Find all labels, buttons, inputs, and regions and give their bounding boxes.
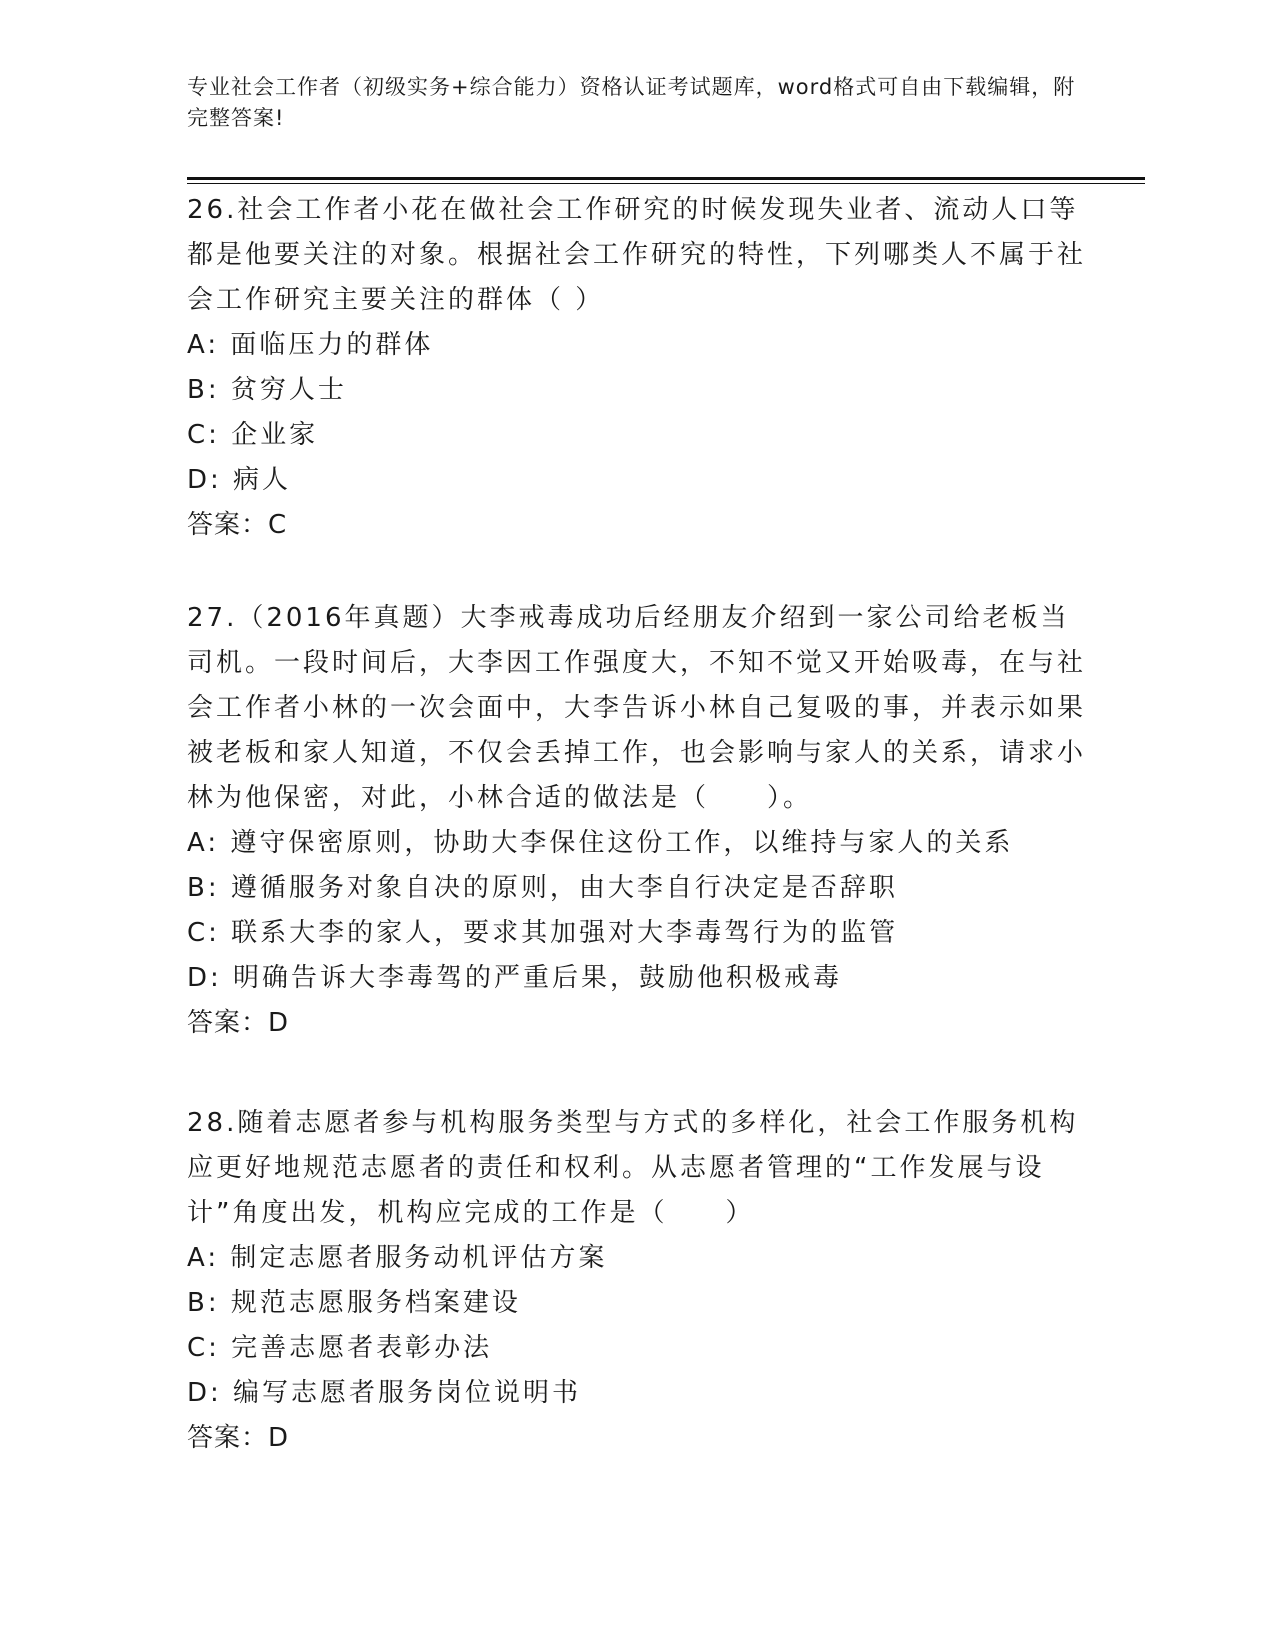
option-d: D: 明确告诉大李毒驾的严重后果，鼓励他积极戒毒 <box>187 963 843 993</box>
answer-line: 答案：D <box>187 1008 290 1038</box>
question-stem: 26.社会工作者小花在做社会工作研究的时候发现失业者、流动人口等都是他要关注的对象。根据社会工作研究的特性，下列哪类人不属于社会工作研究主要关注的群体（ ） <box>187 195 1087 315</box>
answer-line: 答案：D <box>187 1423 290 1453</box>
question-stem: 28.随着志愿者参与机构服务类型与方式的多样化，社会工作服务机构应更好地规范志愿者的责任和权利。从志愿者管理的“工作发展与设计”角度出发，机构应完成的工作是（ ） <box>187 1108 1079 1228</box>
header-divider-thin <box>187 183 1145 184</box>
option-c: C: 联系大李的家人，要求其加强对大李毒驾行为的监管 <box>187 918 899 948</box>
option-c: C: 完善志愿者表彰办法 <box>187 1333 493 1363</box>
option-d: D: 病人 <box>187 465 292 495</box>
option-a: A: 遵守保密原则，协助大李保住这份工作，以维持与家人的关系 <box>187 828 1014 858</box>
option-d: D: 编写志愿者服务岗位说明书 <box>187 1378 582 1408</box>
option-a: A: 面临压力的群体 <box>187 330 434 360</box>
question-26 <box>187 188 1087 548</box>
question-28 <box>187 1101 1087 1461</box>
header-text: 专业社会工作者（初级实务+综合能力）资格认证考试题库，word格式可自由下载编辑，附完整答案! <box>187 75 1076 130</box>
answer-line: 答案：C <box>187 510 288 540</box>
header-divider-thick <box>187 177 1145 180</box>
document-header <box>187 72 1087 134</box>
option-b: B: 规范志愿服务档案建设 <box>187 1288 521 1318</box>
question-stem: 27.（2016年真题）大李戒毒成功后经朋友介绍到一家公司给老板当司机。一段时间后，大李因工作强度大，不知不觉又开始吸毒，在与社会工作者小林的一次会面中，大李告诉小林自己复吸的事，并表示如果被老板和家人知道，不仅会丢掉工作，也会影响与家人的关系，请求小林为他保密，对此，小林合适的做法是（ ）。 <box>187 603 1087 813</box>
option-b: B: 贫穷人士 <box>187 375 347 405</box>
question-27 <box>187 596 1087 1046</box>
option-a: A: 制定志愿者服务动机评估方案 <box>187 1243 608 1273</box>
option-c: C: 企业家 <box>187 420 319 450</box>
option-b: B: 遵循服务对象自决的原则，由大李自行决定是否辞职 <box>187 873 898 903</box>
